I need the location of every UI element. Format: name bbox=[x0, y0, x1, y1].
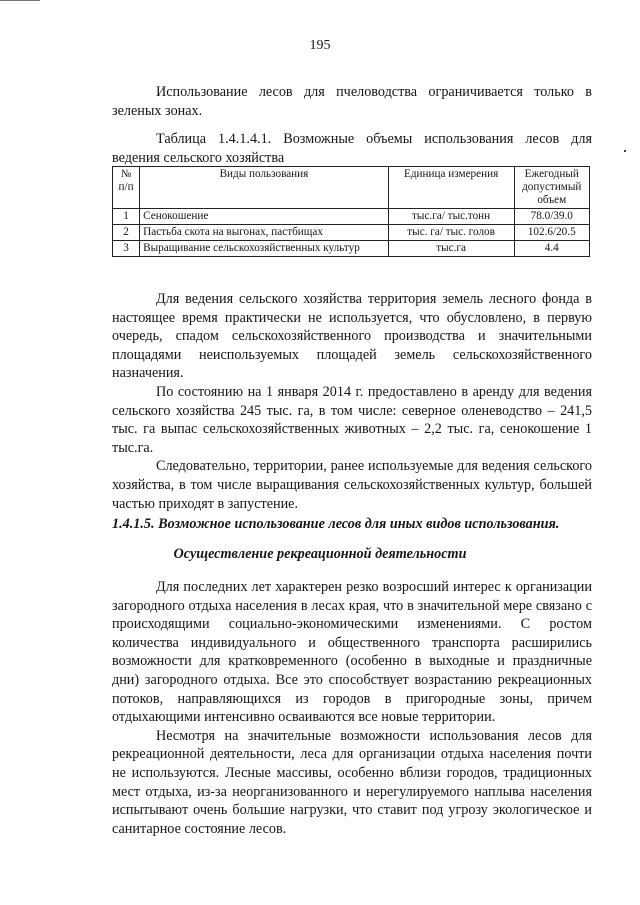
subsection-heading: Осуществление рекреационной деятельности bbox=[173, 546, 467, 562]
row-num: 2 bbox=[113, 225, 140, 241]
row-value: 78.0/39.0 bbox=[514, 209, 590, 225]
row-num: 1 bbox=[113, 209, 140, 225]
page-number: 195 bbox=[309, 38, 331, 53]
header-type: Виды пользования bbox=[140, 167, 389, 209]
table-caption-block bbox=[112, 130, 592, 167]
scan-speck bbox=[624, 150, 626, 152]
table-row bbox=[113, 209, 590, 225]
row-value: 102.6/20.5 bbox=[514, 225, 590, 241]
intro-block bbox=[112, 83, 592, 120]
table-header-row bbox=[113, 167, 590, 209]
row-unit: тыс.га/ тыс.тонн bbox=[388, 209, 514, 225]
scan-corner-line bbox=[0, 0, 40, 1]
body-paragraph: Несмотря на значительные возможности использования лесов для рекреационной деятельности, леса для организации отдыха населения почти не используются. Лесные массивы, особенно вблизи городов, традиционных мест отдыха, из-за неорганизованного и нерегулируемого наплыва населения испытывают очень большие нагрузки, что ставит под угрозу экологическое и санитарное состояние лесов. bbox=[112, 727, 592, 837]
table-row bbox=[113, 241, 590, 257]
forest-use-table bbox=[112, 166, 590, 257]
body-paragraph: Следовательно, территории, ранее используемые для ведения сельского хозяйства, в том числе выращивания сельскохозяйственных культур, большей частью приходят в запустение. bbox=[112, 458, 592, 512]
row-unit: тыс.га bbox=[388, 241, 514, 257]
body-block-2 bbox=[112, 578, 592, 838]
table-caption: Таблица 1.4.1.4.1. Возможные объемы использования лесов для ведения сельского хозяйства bbox=[112, 131, 592, 166]
row-type: Выращивание сельскохозяйственных культур bbox=[140, 241, 389, 257]
row-num: 3 bbox=[113, 241, 140, 257]
body-paragraph: Для последних лет характерен резко возросший интерес к организации загородного отдыха населения в лесах края, что в значительной мере связано с происходящими социально-экономическими изменениями. С ростом количества индивидуального и общественного транспорта расширились возможности для кратковременного (особенно в выходные и праздничные дни) загородного отдыха. Все это способствует возрастанию рекреационных потоков, направляющихся из городов в пригородные зоны, причем отдыхающими интенсивно осваиваются все новые территории. bbox=[112, 579, 592, 726]
row-type: Пастьба скота на выгонах, пастбищах bbox=[140, 225, 389, 241]
row-value: 4.4 bbox=[514, 241, 590, 257]
header-unit: Единица измерения bbox=[388, 167, 514, 209]
body-paragraph: По состоянию на 1 января 2014 г. предоставлено в аренду для ведения сельского хозяйства 245 тыс. га, в том числе: северное оленеводство – 241,5 тыс. га выпас сельскохозяйственных животных – 2,2 тыс. га, сенокошение 1 тыс.га. bbox=[112, 383, 592, 456]
row-type: Сенокошение bbox=[140, 209, 389, 225]
table-row bbox=[113, 225, 590, 241]
header-num: № п/п bbox=[113, 167, 140, 209]
section-heading: 1.4.1.5. Возможное использование лесов для иных видов использования. bbox=[112, 516, 560, 532]
row-unit: тыс. га/ тыс. голов bbox=[388, 225, 514, 241]
body-paragraph: Для ведения сельского хозяйства территория земель лесного фонда в настоящее время практически не используется, что обусловлено, в первую очередь, спадом сельскохозяйственного производства и значительными площадями неиспользуемых площадей земель сельскохозяйственного назначения. bbox=[112, 291, 592, 382]
intro-paragraph: Использование лесов для пчеловодства ограничивается только в зеленых зонах. bbox=[112, 84, 592, 119]
header-value: Ежегодный допустимый объем bbox=[514, 167, 590, 209]
body-block-1 bbox=[112, 290, 592, 513]
